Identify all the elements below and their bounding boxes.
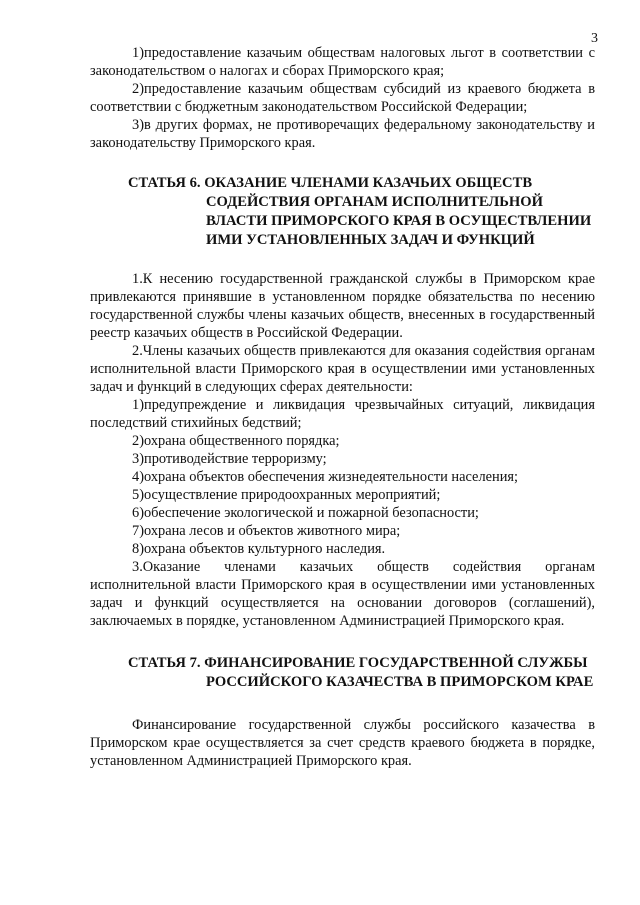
article-6-item-6: 6)обеспечение экологической и пожарной безопасности;	[132, 505, 479, 521]
article-6-heading-line-3: ВЛАСТИ ПРИМОРСКОГО КРАЯ В ОСУЩЕСТВЛЕНИИ	[206, 213, 592, 229]
article-6-item-7: 7)охрана лесов и объектов животного мира;	[132, 523, 401, 539]
article-6-item-2: 2)охрана общественного порядка;	[132, 433, 340, 449]
article-6-paragraph-1: 1.К несению государственной гражданской службы в Приморском крае привлекаются принявшие в установленном порядке обязательства по несению государственной службы члены казачьих обществ, внесенных в государственный реестр казачьих обществ в Российской Федерации.	[90, 271, 595, 341]
document-body	[90, 44, 595, 770]
spacer	[90, 692, 595, 716]
article-6-paragraph-2: 2.Члены казачьих обществ привлекаются для оказания содействия органам исполнительной власти Приморского края в осуществлении ими установленных задач и функций в следующих сферах деятельности:	[90, 343, 595, 395]
article-6-heading	[90, 174, 595, 250]
article-6-heading-line-1: СТАТЬЯ 6. ОКАЗАНИЕ ЧЛЕНАМИ КАЗАЧЬИХ ОБЩЕСТВ	[128, 175, 533, 191]
page-number: 3	[591, 31, 598, 46]
article-7-heading-line-2: РОССИЙСКОГО КАЗАЧЕСТВА В ПРИМОРСКОМ КРАЕ	[206, 674, 594, 690]
spacer	[90, 250, 595, 270]
article-7-heading-line-1: СТАТЬЯ 7. ФИНАНСИРОВАНИЕ ГОСУДАРСТВЕННОЙ СЛУЖБЫ	[128, 655, 588, 671]
article-6-item-3: 3)противодействие терроризму;	[132, 451, 327, 467]
intro-item-3: 3)в других формах, не противоречащих федеральному законодательству и законодательству Приморского края.	[90, 117, 595, 151]
article-6-heading-line-4: ИМИ УСТАНОВЛЕННЫХ ЗАДАЧ И ФУНКЦИЙ	[206, 232, 535, 248]
article-6-heading-line-2: СОДЕЙСТВИЯ ОРГАНАМ ИСПОЛНИТЕЛЬНОЙ	[206, 194, 543, 210]
article-6-item-1: 1)предупреждение и ликвидация чрезвычайных ситуаций, ликвидация последствий стихийных бедствий;	[90, 397, 595, 431]
article-7-heading	[90, 654, 595, 692]
article-6-paragraph-3: 3.Оказание членами казачьих обществ содействия органам исполнительной власти Приморского края в осуществлении ими установленных задач и функций осуществляется на основании договоров (соглашений), заключаемых в порядке, установленном Администрацией Приморского края.	[90, 559, 595, 629]
article-7-paragraph-1: Финансирование государственной службы российского казачества в Приморском крае осуществляется за счет средств краевого бюджета в порядке, установленном Администрацией Приморского края.	[90, 717, 595, 769]
article-6-item-5: 5)осуществление природоохранных мероприятий;	[132, 487, 441, 503]
spacer	[90, 630, 595, 654]
spacer	[90, 152, 595, 174]
article-6-item-8: 8)охрана объектов культурного наследия.	[132, 541, 386, 557]
article-6-item-4: 4)охрана объектов обеспечения жизнедеятельности населения;	[132, 469, 519, 485]
intro-item-1: 1)предоставление казачьим обществам налоговых льгот в соответствии с законодательством о налогах и сборах Приморского края;	[90, 45, 595, 79]
intro-item-2: 2)предоставление казачьим обществам субсидий из краевого бюджета в соответствии с бюджетным законодательством Российской Федерации;	[90, 81, 595, 115]
